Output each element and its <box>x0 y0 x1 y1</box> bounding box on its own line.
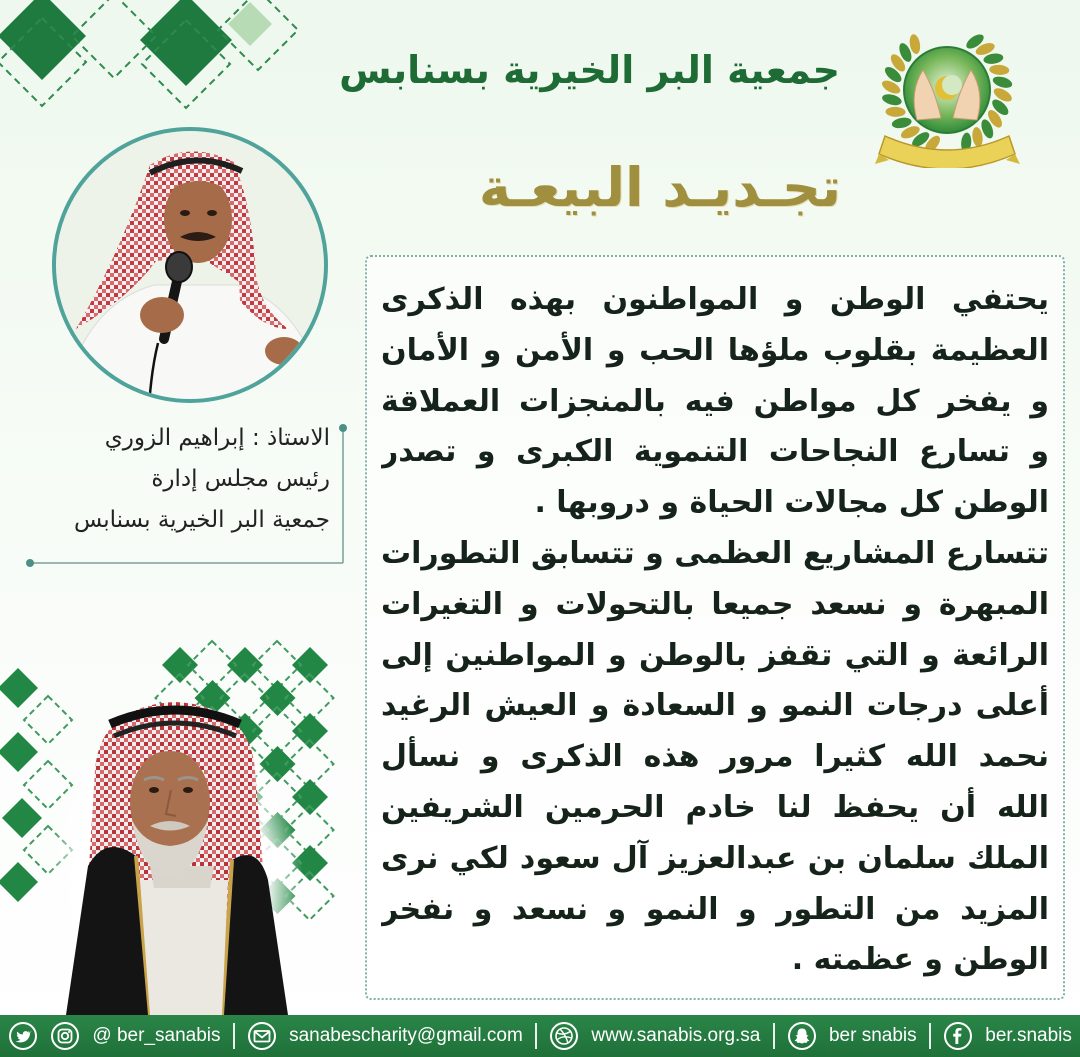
wreath-leaf <box>881 92 903 107</box>
text-line: المبهرة و نسعد جميعا بالتحولات و التغيرات <box>381 586 1049 622</box>
text-line: الرائعة و التي تقفز بالوطن و المواطنين إلى <box>381 637 1049 673</box>
website-url: www.sanabis.org.sa <box>591 1025 761 1046</box>
diamond-shape <box>227 647 263 683</box>
right-eye <box>183 787 193 793</box>
wreath-leaf <box>991 74 1013 89</box>
wreath-leaf <box>885 107 905 118</box>
text-line: تتسارع المشاريع العظمى و تتسابق التطورات <box>381 535 1049 571</box>
chairman-portrait <box>50 125 330 405</box>
wreath-leaf <box>989 64 1010 75</box>
diamond-shape <box>292 779 328 815</box>
thobe <box>140 880 228 1015</box>
text-line: العظيمة بقلوب ملؤها الحب و الأمن و الأمان <box>381 332 1049 368</box>
snapchat-handle: ber snabis <box>828 1025 917 1046</box>
diamond-shape <box>140 0 232 86</box>
crescent-cut <box>942 75 962 95</box>
text-line: الوطن كل مجالات الحياة و دروبها . <box>534 485 1049 521</box>
instagram-icon <box>50 1021 80 1051</box>
text-line: الملك سلمان بن عبدالعزيز آل سعود لكي نرى <box>381 840 1049 876</box>
snapchat-icon <box>787 1021 817 1051</box>
facebook-handle: ber.snabis <box>985 1025 1072 1046</box>
diamond-shape <box>292 713 328 749</box>
twitter-icon <box>8 1021 38 1051</box>
diamond-shape <box>2 798 42 838</box>
footer-separator <box>929 1023 931 1049</box>
contact-footer-bar <box>0 1015 1080 1057</box>
portrait-caption <box>30 418 330 541</box>
wreath-leaf <box>971 126 984 147</box>
text-line: أعلى درجات النمو و السعادة و العيش الرغيد <box>381 688 1049 724</box>
bottom-left-decoration <box>0 630 345 1015</box>
diamond-shape <box>0 668 38 708</box>
email-address: sanabescharity@gmail.com <box>289 1025 523 1046</box>
text-line: و تسارع النجاحات التنموية الكبرى و تصدر <box>381 434 1049 470</box>
left-eye <box>149 787 159 793</box>
page-title: تجـديـد البيعـة <box>478 156 842 219</box>
bracket-dot-top <box>339 424 347 432</box>
text-line: نحمد الله كثيرا مرور هذه الذكرى و نسأل <box>381 739 1049 775</box>
caption-role: رئيس مجلس إدارة <box>151 466 330 492</box>
wreath-leaf <box>983 52 1004 65</box>
diamond-shape <box>292 647 328 683</box>
footer-separator <box>773 1023 775 1049</box>
email-icon <box>247 1021 277 1051</box>
diamond-shape <box>0 732 38 772</box>
instagram-handle: @ ber_sanabis <box>92 1025 221 1046</box>
caption-organization: جمعية البر الخيرية بسنابس <box>73 507 330 533</box>
face <box>164 175 232 263</box>
text-line: الوطن و عظمته . <box>791 942 1049 978</box>
dashed-diamond-outline <box>24 696 72 744</box>
diamond-shape <box>0 0 86 80</box>
text-line: المزيد من التطور و النمو و نسعد و نفخر <box>381 891 1049 927</box>
text-line: و يفخر كل مواطن فيه بالمنجزات العملاقة <box>381 383 1049 419</box>
diamond-shape <box>162 647 198 683</box>
facebook-icon <box>943 1021 973 1051</box>
message-text-box <box>365 255 1065 1000</box>
diamond-shape <box>228 2 272 46</box>
right-eye <box>207 210 217 216</box>
diamond-shape <box>260 680 296 716</box>
association-logo <box>875 28 1020 168</box>
top-left-diamond-decoration <box>0 0 300 120</box>
text-line: الله أن يحفظ لنا خادم الحرمين الشريفين <box>381 789 1049 825</box>
globe-icon <box>549 1021 579 1051</box>
footer-separator <box>233 1023 235 1049</box>
caption-name: الاستاذ : إبراهيم الزوري <box>104 425 330 451</box>
organization-name: جمعية البر الخيرية بسنابس <box>339 48 840 92</box>
king-portrait <box>47 700 303 1015</box>
left-eye <box>180 210 190 216</box>
footer-separator <box>535 1023 537 1049</box>
mic-head <box>166 252 192 282</box>
hand-holding-mic <box>140 297 184 333</box>
diamond-shape <box>0 862 38 902</box>
bracket-dot-bottom <box>26 559 34 567</box>
text-line: يحتفي الوطن و المواطنون بهذه الذكرى <box>381 282 1049 317</box>
